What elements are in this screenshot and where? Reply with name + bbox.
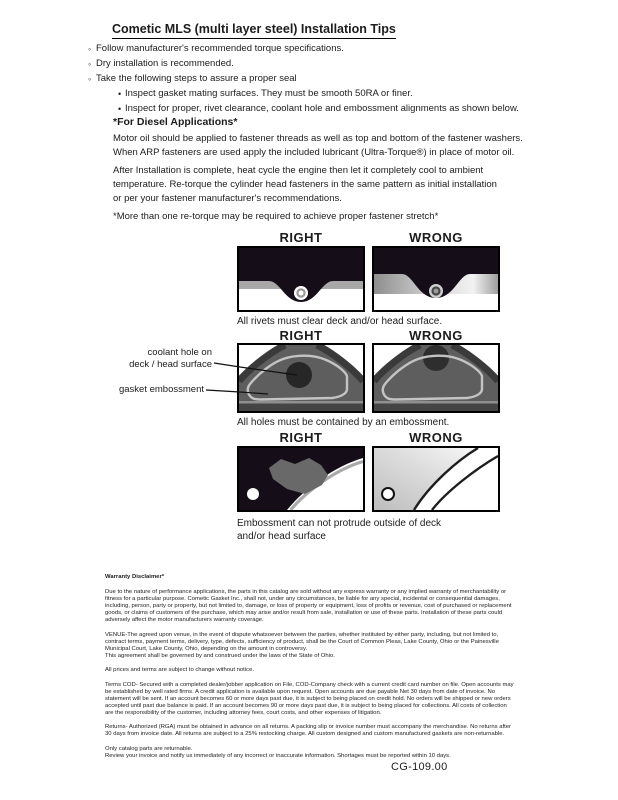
filled-bullet-icon: • [118, 89, 122, 99]
bullet-text: Follow manufacturer's recommended torque specifications. [96, 43, 344, 54]
text-line: Municipal Court, Lake County, Ohio, depending on the amount in controversy. [105, 645, 308, 652]
text-line: 30 days from invoice date. All returns are subject to a 25% restocking charge. All custom designed and custom manufactured gaskets are non-returnable. [105, 731, 505, 737]
diesel-paragraph-1 [113, 132, 523, 160]
text-line: After Installation is complete, heat cycle the engine then let it completely cool to ambient [113, 165, 484, 176]
page-code: CG-109.00 [391, 761, 448, 773]
figure1-right-label: RIGHT [279, 230, 323, 245]
figure-rivet-wrong [372, 246, 500, 312]
open-bullet-icon: ◦ [88, 44, 92, 54]
figure2-wrong-label: WRONG [409, 328, 463, 343]
text-line: Review your invoice and notify us immediately of any incorrect or inaccurate information. Shortages must be reported within 10 days. [105, 752, 451, 759]
embossment-right-drawing [239, 345, 363, 411]
text-line: including, person, party or property, but not limited to, damage, or loss of property or equipment, loss of profits or revenue, cost of purchased or replacement [105, 603, 512, 609]
warranty-disclaimer-heading: Warranty Disclaimer* [105, 574, 165, 580]
text-line: or per your fastener manufacturer's recommendations. [113, 193, 342, 204]
text-line: Motor oil should be applied to fastener threads as well as top and bottom of the fastener washers. [113, 133, 523, 144]
figure-embossment-right [237, 343, 365, 413]
text-line: When ARP fasteners are used apply the included lubricant (Ultra-Torque®) in place of motor oil. [113, 147, 515, 158]
coolant-hole-label [116, 347, 212, 371]
text-line: Returns- Authorized (RGA) must be obtained in advance on all returns. A packing slip or invoice number must accompany the merchandise. No returns after [105, 724, 512, 730]
diesel-heading: *For Diesel Applications* [113, 116, 238, 128]
text-line: adversely affect the motor manufacturers warranty coverage. [105, 617, 264, 623]
open-bullet-icon: ◦ [88, 74, 92, 84]
text-line: accepted until past due balance is paid. If an account becomes 90 or more days past due, it is subject to being placed for collections. All costs of collection [105, 702, 507, 709]
bullet-text: Take the following steps to assure a proper seal [96, 73, 297, 84]
rivet-right-drawing [239, 248, 363, 310]
deck-right-drawing [239, 448, 363, 510]
list-item [88, 73, 519, 88]
figure-deck-right [237, 446, 365, 512]
list-item [118, 88, 519, 103]
list-item [88, 58, 519, 73]
terms-cod-paragraph [105, 682, 520, 717]
page-title: Cometic MLS (multi layer steel) Installation Tips [112, 22, 396, 39]
bullet-text: Inspect for proper, rivet clearance, coolant hole and embossment alignments as shown below. [125, 103, 519, 114]
figure3-caption [237, 517, 441, 543]
coolant-hole-label-line1: coolant hole on [147, 347, 212, 358]
figure3-caption-line2: and/or head surface [237, 531, 326, 542]
figure-deck-wrong [372, 446, 500, 512]
legal-section [105, 574, 520, 767]
diesel-note: *More than one re-torque may be required to achieve proper fastener stretch* [113, 211, 439, 222]
figure2-right-label: RIGHT [279, 328, 323, 343]
text-line: Only catalog parts are returnable. [105, 745, 193, 752]
text-line: fitness for a particular purpose. Cometic Gasket Inc., shall not, under any circumstances, be liable for any special, incidental or consequential damages, [105, 596, 500, 602]
text-line: All prices and terms are subject to change without notice. [105, 667, 254, 673]
prices-paragraph [105, 667, 520, 674]
diesel-paragraph-2 [113, 164, 497, 206]
warranty-disclaimer-paragraph [105, 589, 520, 624]
deck-wrong-drawing [374, 448, 498, 510]
embossment-wrong-drawing [374, 345, 498, 411]
text-line: Due to the nature of performance applications, the parts in this catalog are sold without any express warranty or any implied warranty of merchantability or [105, 589, 507, 595]
text-line: VENUE-The agreed upon venue, in the event of dispute whatsoever between the parties, whether instituted by either party, including, but not limited to, [105, 631, 499, 638]
figure3-caption-line1: Embossment can not protrude outside of deck [237, 518, 442, 529]
figure-rivet-right [237, 246, 365, 312]
tips-list [88, 43, 519, 118]
text-line: are the responsibility of the customer, including attorney fees, court costs, and other expenses of litigation. [105, 709, 382, 716]
text-line: This agreement shall be governed by and construed under the laws of the State of Ohio. [105, 652, 335, 659]
figure1-caption: All rivets must clear deck and/or head surface. [237, 316, 443, 327]
coolant-hole-label-line2: deck / head surface [129, 359, 212, 370]
gasket-embossment-label: gasket embossment [118, 384, 204, 395]
open-bullet-icon: ◦ [88, 59, 92, 69]
catalog-returns-paragraph [105, 746, 520, 760]
bullet-text: Dry installation is recommended. [96, 58, 234, 69]
figure1-wrong-label: WRONG [409, 230, 463, 245]
text-line: statement will be sent. If an account becomes 60 or more days past due, it is subject to being placed on credit hold. No orders will be shipped or new orders [105, 695, 511, 702]
figure-embossment-wrong [372, 343, 500, 413]
text-line: temperature. Re-torque the cylinder head fasteners in the same pattern as initial installation [113, 179, 497, 190]
text-line: contract terms, payment terms, delivery, type, defects, sufficiency of product, shall be the Court of Common Pleas, Lake County, Ohio or the Painesville [105, 638, 499, 645]
filled-bullet-icon: • [118, 104, 122, 114]
text-line: goods, or claims of customers of the purchase, which may arise and/or result from sale, installation or use of these parts. Installation of these parts could [105, 610, 503, 616]
venue-paragraph [105, 632, 520, 660]
rivet-wrong-drawing [374, 248, 498, 310]
returns-paragraph [105, 724, 520, 738]
figure3-wrong-label: WRONG [409, 430, 463, 445]
text-line: be established by well rated firms. A credit application is available upon request. Open accounts are due payable Net 30 days from date of invoice. No [105, 688, 495, 695]
text-line: Terms COD- Secured with a completed dealer/jobber application on File, COD-Company check with a current credit card number on file. Open accounts may [105, 681, 514, 688]
figure3-right-label: RIGHT [279, 430, 323, 445]
list-item [88, 43, 519, 58]
figure2-caption: All holes must be contained by an embossment. [237, 417, 450, 428]
bullet-text: Inspect gasket mating surfaces. They must be smooth 50RA or finer. [125, 88, 413, 99]
